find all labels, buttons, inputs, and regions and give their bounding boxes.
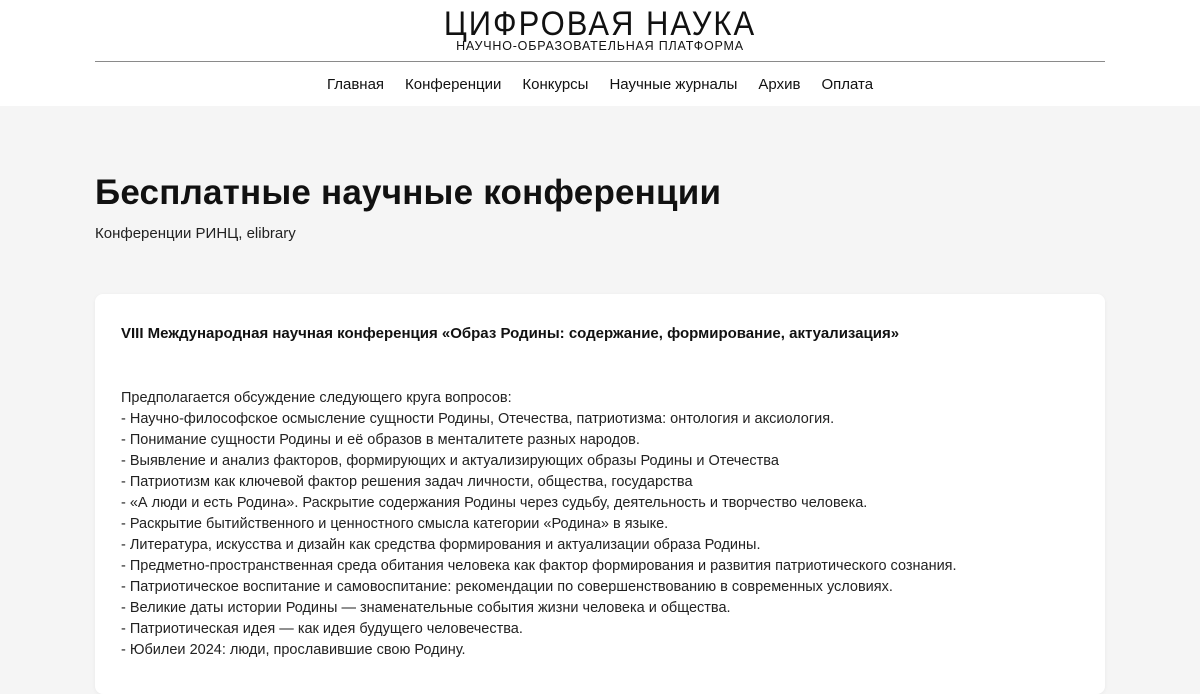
topic-item: - Выявление и анализ факторов, формирующих и актуализирующих образы Родины и Отечества xyxy=(121,453,779,469)
topic-item: - Понимание сущности Родины и её образов в менталитете разных народов. xyxy=(121,432,640,448)
topic-item: - Патриотизм как ключевой фактор решения задач личности, общества, государства xyxy=(121,474,693,490)
topic-item: - Научно-философское осмысление сущности Родины, Отечества, патриотизма: онтология и аксиология. xyxy=(121,411,835,427)
site-logo[interactable] xyxy=(0,4,1200,53)
nav-item-journals[interactable]: Научные журналы xyxy=(609,76,738,93)
topic-item: - Юбилеи 2024: люди, прославившие свою Родину. xyxy=(121,642,466,658)
site-header xyxy=(0,0,1200,106)
nav-item-conferences[interactable]: Конференции xyxy=(405,76,502,93)
topic-item: - Патриотическое воспитание и самовоспитание: рекомендации по совершенствованию в современных условиях. xyxy=(121,579,893,595)
topic-item: - Патриотическая идея — как идея будущего человечества. xyxy=(121,621,523,637)
topic-item: - Великие даты истории Родины — знаменательные события жизни человека и общества. xyxy=(121,600,731,616)
page-title: Бесплатные научные конференции xyxy=(95,173,722,212)
page-subtitle: Конференции РИНЦ, elibrary xyxy=(95,225,296,242)
conference-card xyxy=(95,294,1105,694)
header-divider xyxy=(95,61,1105,62)
main-nav xyxy=(0,76,1200,93)
topic-item: - Раскрытие бытийственного и ценностного смысла категории «Родина» в языке. xyxy=(121,516,669,532)
topics-intro: Предполагается обсуждение следующего круга вопросов: xyxy=(121,390,512,406)
nav-item-payment[interactable]: Оплата xyxy=(821,76,874,93)
conference-description xyxy=(121,388,1079,661)
nav-item-contests[interactable]: Конкурсы xyxy=(522,76,589,93)
conference-title[interactable]: VIII Международная научная конференция «Образ Родины: содержание, формирование, актуализация» xyxy=(121,325,900,342)
nav-item-home[interactable]: Главная xyxy=(326,76,385,93)
topic-item: - Предметно-пространственная среда обитания человека как фактор формирования и развития патриотического сознания. xyxy=(121,558,957,574)
nav-item-archive[interactable]: Архив xyxy=(758,76,801,93)
topic-item: - «А люди и есть Родина». Раскрытие содержания Родины через судьбу, деятельность и творчество человека. xyxy=(121,495,868,511)
topic-item: - Литература, искусства и дизайн как средства формирования и актуализации образа Родины. xyxy=(121,537,761,553)
logo-title: ЦИФРОВАЯ НАУКА xyxy=(443,4,757,43)
logo-subtitle: НАУЧНО-ОБРАЗОВАТЕЛЬНАЯ ПЛАТФОРМА xyxy=(456,39,744,53)
